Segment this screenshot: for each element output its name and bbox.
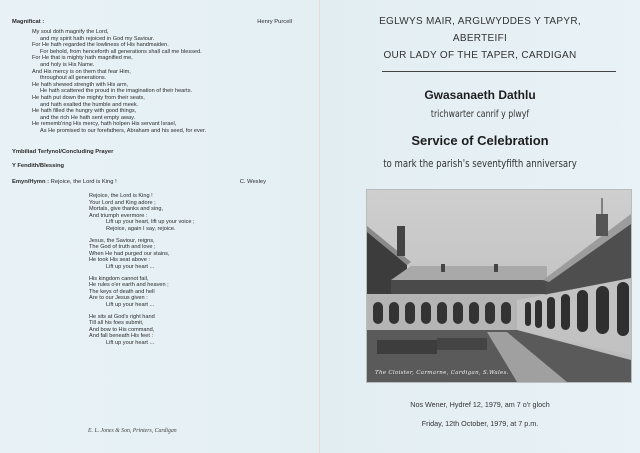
hymn-line: He took His seat above : — [89, 257, 150, 264]
hymn-stanza — [89, 276, 195, 309]
magnificat-line: He hath filled the hungry with good things, — [32, 108, 137, 115]
hymn-line: Are to our Jesus given : — [89, 295, 148, 302]
magnificat-line: For He hath regarded the lowliness of His handmaiden. — [32, 42, 169, 49]
magnificat-line: My soul doth magnify the Lord, — [32, 29, 109, 35]
hymn-line: And triumph evermore : — [89, 212, 148, 219]
church-name-english: OUR LADY OF THE TAPER, CARDIGAN — [383, 50, 577, 61]
cloister-illustration — [367, 190, 631, 382]
magnificat-line: throughout all generations. — [40, 75, 107, 82]
magnificat-heading — [12, 19, 292, 25]
magnificat-text — [32, 29, 206, 135]
hymn-line: The God of truth and love ; — [89, 244, 156, 251]
hymn-refrain-line: Lift up your heart ... — [106, 263, 155, 270]
date-english: Friday, 12th October, 1979, at 7 p.m. — [421, 419, 539, 428]
magnificat-line: He rememb'ring His mercy, hath holpen His servant Israel, — [32, 121, 177, 128]
hymn-refrain-line: Lift up your heart, lift up your voice ; — [106, 219, 195, 226]
cloister-photo — [366, 189, 632, 383]
blessing-heading — [12, 163, 292, 169]
hymn-refrain-line: Rejoice, again I say, rejoice. — [106, 225, 176, 232]
magnificat-composer: Henry Purcell — [257, 19, 292, 25]
magnificat-line: He hath put down the mighty from their seats, — [32, 94, 145, 101]
magnificat-line: and hath exalted the humble and meek. — [40, 101, 139, 108]
hymn-refrain-line: Lift up your heart ... — [106, 301, 155, 308]
hymn-line: Mortals, give thanks and sing, — [89, 206, 163, 213]
hymn-line: Rejoice, the Lord is King ! — [89, 193, 153, 199]
magnificat-line: and the rich He hath sent empty away. — [40, 114, 136, 121]
magnificat-line: As He promised to our forefathers, Abraham and his seed, for ever. — [40, 127, 207, 134]
hymn-line: And bow to His command, — [89, 326, 155, 333]
magnificat-line: and holy is His Name. — [40, 61, 95, 68]
hymn-text — [89, 193, 195, 351]
magnificat-line: and my spirit hath rejoiced in God my Saviour. — [40, 35, 155, 42]
hymn-line: He rules o'er earth and heaven ; — [89, 282, 169, 289]
concluding-prayer-label: Ymbiliad Terfynol/Concluding Prayer — [12, 149, 114, 155]
english-subtitle-wrap — [320, 157, 640, 170]
magnificat-label: Magnificat : — [12, 19, 45, 25]
hymn-line: Jesus, the Saviour, reigns, — [89, 237, 155, 244]
welsh-subtitle: trichwarter canrif y plwyf — [430, 109, 530, 120]
magnificat-line: For behold, from henceforth all generations shall call me blessed. — [40, 48, 202, 55]
english-subtitle: to mark the parish's seventyfifth anniversary — [383, 157, 577, 170]
printer-credit: E. L. Jones & Son, Printers, Cardigan — [88, 428, 177, 434]
magnificat-line: He hath shewed strength with His arm, — [32, 81, 129, 88]
hymn-stanza — [89, 314, 195, 347]
magnificat-line: And His mercy is on them that fear Him, — [32, 68, 131, 75]
magnificat-line: He hath scattered the proud in the imagination of their hearts. — [40, 88, 193, 95]
welsh-title: Gwasanaeth Dathlu — [424, 88, 536, 102]
hymn-line: Till all his foes submit, — [89, 320, 144, 327]
hymn-label: Emyn/Hymn : — [12, 179, 50, 185]
hymn-refrain-line: Lift up your heart ... — [106, 339, 155, 346]
hymn-composer: C. Wesley — [239, 179, 266, 185]
photo-caption: The Cloister, Carmarne, Cardigan, S.Wales. — [375, 370, 509, 376]
hymn-stanza — [89, 193, 195, 233]
welsh-subtitle-wrap — [320, 109, 640, 120]
date-welsh: Nos Wener, Hydref 12, 1979, am 7 o'r gloch — [410, 400, 550, 409]
church-name-welsh-line2: ABERTEIFI — [452, 33, 508, 44]
magnificat-line: For He that is mighty hath magnified me, — [32, 55, 133, 62]
church-name-welsh-line1: EGLWYS MAIR, ARGLWYDDES Y TAPYR, — [379, 16, 581, 27]
hymn-heading — [12, 179, 292, 185]
hymn-stanza — [89, 238, 195, 271]
hymn-line: He sits at God's right hand — [89, 313, 155, 320]
concluding-prayer-heading — [12, 149, 292, 155]
hymn-line: The keys of death and hell — [89, 288, 155, 295]
hymn-line: And fall beneath His feet : — [89, 333, 154, 340]
title-divider — [382, 71, 616, 72]
hymn-title: Rejoice, the Lord is King ! — [50, 179, 117, 185]
english-title: Service of Celebration — [411, 133, 549, 148]
hymn-line: His kingdom cannot fail, — [89, 275, 149, 282]
hymn-line: Your Lord and King adore ; — [89, 199, 156, 206]
blessing-label: Y Fendith/Blessing — [12, 163, 65, 169]
hymn-line: When He had purged our stains, — [89, 250, 170, 257]
